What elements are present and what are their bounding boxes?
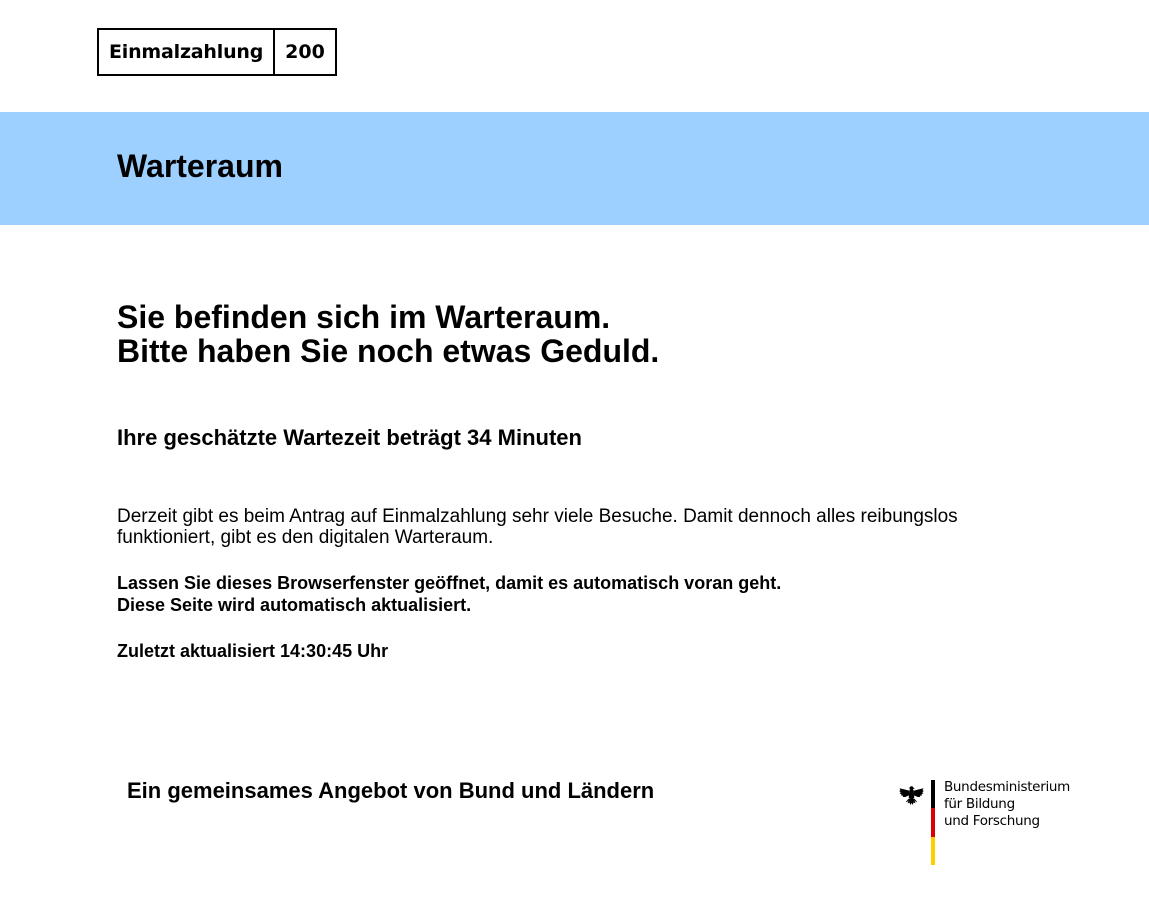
waiting-room-headline <box>117 300 1047 368</box>
flag-red-stripe <box>931 808 935 836</box>
flag-black-stripe <box>931 780 935 808</box>
last-updated-timestamp: Zuletzt aktualisiert 14:30:45 Uhr <box>117 641 389 661</box>
page-title: Warteraum <box>117 148 283 184</box>
logo-number: 200 <box>285 41 325 63</box>
headline-line-2: Bitte haben Sie noch etwas Geduld. <box>117 333 660 369</box>
german-flag-bar <box>931 780 935 865</box>
logo-word: Einmalzahlung <box>99 30 275 74</box>
footer-offer-text: Ein gemeinsames Angebot von Bund und Ländern <box>127 778 655 803</box>
bmbf-logo[interactable] <box>898 780 1070 866</box>
info-text: Derzeit gibt es beim Antrag auf Einmalzahlung sehr viele Besuche. Damit dennoch alles reibungslos funktioniert, gibt es den digitalen Warteraum. <box>117 506 958 548</box>
einmalzahlung-logo[interactable] <box>97 28 337 76</box>
keep-window-open-notice <box>117 572 1047 616</box>
notice-line-1: Lassen Sie dieses Browserfenster geöffnet, damit es automatisch voran geht. <box>117 573 782 593</box>
estimated-wait-time: Ihre geschätzte Wartezeit beträgt 34 Minuten <box>117 425 582 450</box>
federal-eagle-icon <box>898 780 925 814</box>
header-band <box>0 112 1149 225</box>
ministry-name-line-2: für Bildung <box>943 796 1015 812</box>
main-content <box>117 300 1047 662</box>
flag-gold-stripe <box>931 837 935 865</box>
ministry-name-line-1: Bundesministerium <box>943 779 1070 795</box>
headline-line-1: Sie befinden sich im Warteraum. <box>117 299 611 335</box>
ministry-name <box>944 779 1070 866</box>
notice-line-2: Diese Seite wird automatisch aktualisiert. <box>117 595 472 615</box>
ministry-name-line-3: und Forschung <box>943 813 1040 829</box>
